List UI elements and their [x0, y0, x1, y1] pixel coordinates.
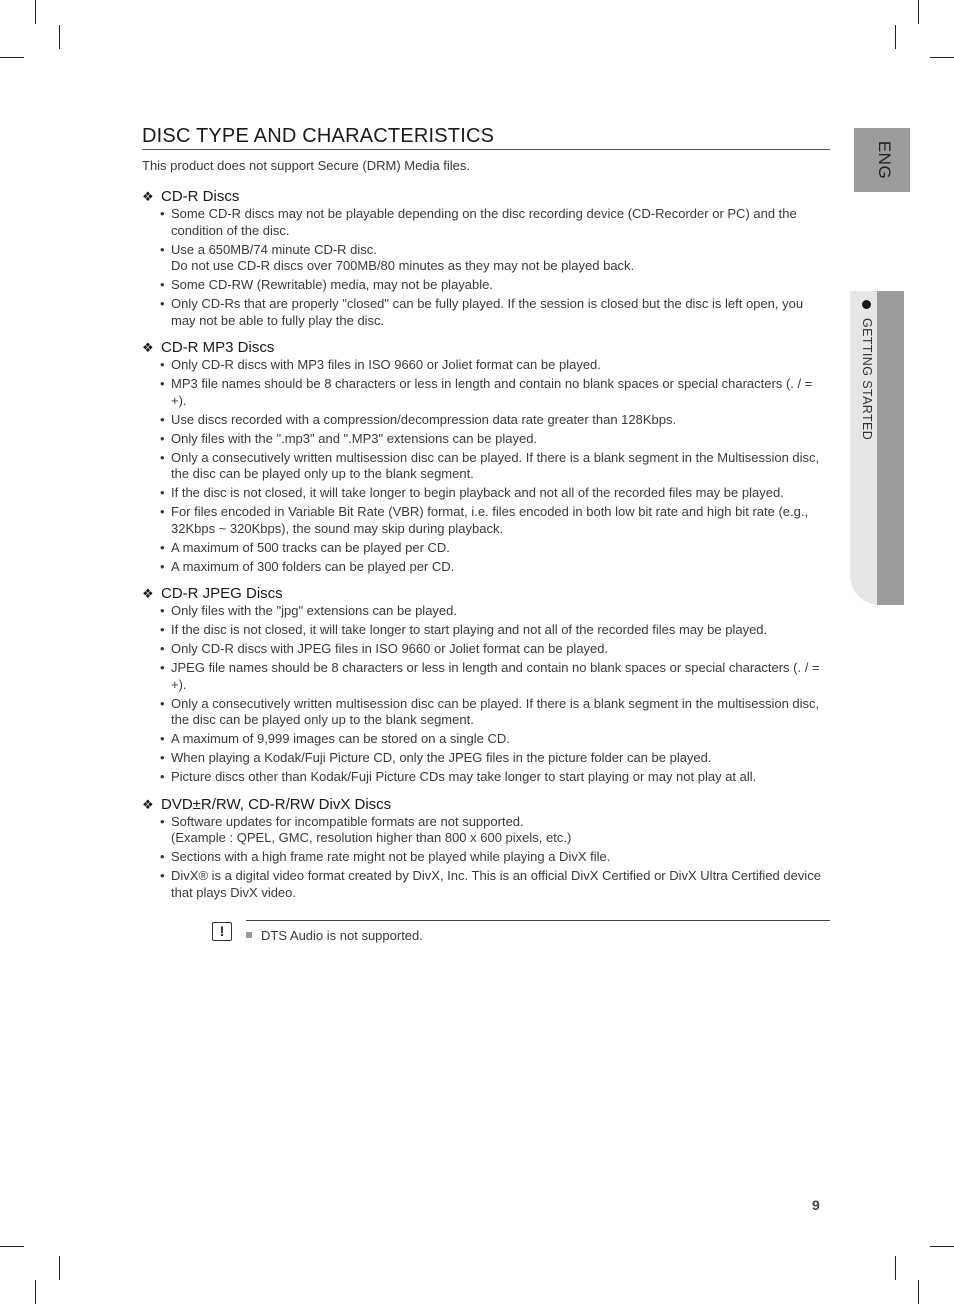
page-number: 9: [812, 1197, 820, 1213]
crop-mark: [895, 25, 896, 49]
crop-mark: [930, 57, 954, 58]
list-item-text: Only CD-R discs with MP3 files in ISO 9660 or Joliet format can be played.: [171, 357, 601, 372]
list-item-text: DivX® is a digital video format created by DivX, Inc. This is an official DivX Certified or DivX Ultra Certified device that plays DivX video.: [171, 868, 821, 900]
list-item: [160, 376, 830, 409]
bullet-list: [142, 206, 830, 329]
bullet-dot-icon: •: [160, 430, 165, 446]
bullet-dot-icon: •: [160, 485, 165, 500]
section-heading-text: DVD±R/RW, CD-R/RW DivX Discs: [161, 795, 392, 813]
crop-mark: [59, 25, 60, 49]
list-item: [160, 206, 830, 239]
crop-mark: [918, 1280, 919, 1304]
list-item-text: When playing a Kodak/Fuji Picture CD, only the JPEG files in the picture folder can be played.: [171, 750, 712, 765]
list-item-text: Only a consecutively written multisession disc can be played. If there is a blank segment in the multisession disc, the disc can be played only up to the blank segment.: [171, 695, 820, 727]
list-item: [160, 296, 830, 329]
main-content: [142, 124, 830, 911]
bullet-dot-icon: •: [160, 849, 165, 864]
list-item: [160, 485, 830, 502]
bullet-list: [142, 603, 830, 786]
crop-mark: [35, 0, 36, 24]
list-item: [160, 769, 830, 786]
section-tab-label: GETTING STARTED: [860, 318, 874, 441]
list-item: [160, 814, 830, 847]
section-heading: [142, 339, 830, 356]
disc-section: [142, 339, 830, 575]
list-item-text: If the disc is not closed, it will take longer to begin playback and not all of the recorded files may be played.: [171, 485, 784, 500]
list-item-text: Only files with the ".mp3" and ".MP3" extensions can be played.: [171, 430, 538, 446]
list-item-text: MP3 file names should be 8 characters or less in length and contain no blank spaces or special characters (. / = +).: [171, 376, 813, 408]
language-tab-label: ENG: [875, 140, 894, 180]
bullet-dot-icon: •: [160, 603, 165, 618]
section-heading-text: CD-R Discs: [161, 188, 240, 205]
list-item-text: JPEG file names should be 8 characters or less in length and contain no blank spaces or special characters (. / = +).: [171, 660, 820, 692]
list-item: [160, 504, 830, 537]
bullet-dot-icon: •: [160, 558, 165, 574]
disc-section: [142, 188, 830, 329]
bullet-dot-icon: •: [160, 660, 165, 675]
bullet-dot-icon: •: [160, 750, 165, 765]
crop-mark: [59, 1256, 60, 1280]
intro-text: This product does not support Secure (DRM) Media files.: [142, 158, 471, 173]
bullet-dot-icon: •: [160, 868, 165, 883]
list-item: [160, 431, 830, 448]
bullet-dot-icon: •: [160, 411, 165, 427]
bullet-list: [142, 814, 830, 902]
list-item: [160, 868, 830, 901]
bullet-dot-icon: •: [160, 641, 165, 656]
section-heading: [142, 796, 830, 813]
list-item: [160, 540, 830, 557]
list-item-text: Use discs recorded with a compression/decompression data rate greater than 128Kbps.: [171, 411, 677, 427]
list-item: [160, 731, 830, 748]
bullet-dot-icon: •: [160, 769, 165, 784]
note: [246, 928, 423, 944]
square-bullet-icon: [246, 932, 252, 938]
section-tab: [862, 300, 876, 460]
bullet-dot-icon: •: [160, 277, 165, 292]
list-item-text: Picture discs other than Kodak/Fuji Picture CDs may take longer to start playing or may not play at all.: [171, 769, 757, 784]
list-item-text: Software updates for incompatible formats are not supported. (Example : QPEL, GMC, resolution higher than 800 x 600 pixels, etc.): [171, 813, 572, 845]
page-title: DISC TYPE AND CHARACTERISTICS: [142, 124, 830, 150]
bullet-dot-icon: •: [160, 449, 165, 465]
section-tab-bullet-icon: [862, 300, 871, 309]
list-item-text: If the disc is not closed, it will take longer to start playing and not all of the recorded files may be played.: [171, 622, 768, 637]
crop-mark: [35, 1280, 36, 1304]
list-item-text: Only files with the "jpg" extensions can be played.: [171, 603, 457, 618]
bullet-dot-icon: •: [160, 695, 165, 711]
list-item-text: Sections with a high frame rate might not be played while playing a DivX file.: [171, 849, 611, 864]
exclamation-note-icon: !: [212, 922, 232, 941]
list-item: [160, 357, 830, 374]
list-item: [160, 603, 830, 620]
list-item-text: Only CD-R discs with JPEG files in ISO 9660 or Joliet format can be played.: [171, 641, 609, 656]
list-item-text: Only CD-Rs that are properly "closed" can be fully played. If the session is closed but the disc is left open, you may not be able to fully play the disc.: [171, 296, 804, 328]
list-item-text: Some CD-R discs may not be playable depending on the disc recording device (CD-Recorder or PC) and the condition of the disc.: [171, 206, 797, 238]
crop-mark: [918, 0, 919, 24]
language-tab: [854, 128, 910, 192]
diamond-bullet-icon: ❖: [142, 189, 154, 204]
section-tab-bar: [877, 291, 904, 605]
list-item: [160, 641, 830, 658]
note-divider: [246, 920, 830, 921]
crop-mark: [0, 1246, 24, 1247]
diamond-bullet-icon: ❖: [142, 340, 154, 355]
disc-section: [142, 585, 830, 786]
list-item-text: A maximum of 9,999 images can be stored on a single CD.: [171, 731, 510, 746]
bullet-dot-icon: •: [160, 731, 165, 746]
list-item: [160, 849, 830, 866]
list-item-text: For files encoded in Variable Bit Rate (VBR) format, i.e. files encoded in both low bit rate and high bit rate (e.g., 32Kbps ~ 320Kbps), the sound may skip during playback.: [171, 504, 809, 536]
section-heading-text: CD-R MP3 Discs: [161, 339, 275, 356]
diamond-bullet-icon: ❖: [142, 586, 154, 601]
sections-container: [142, 188, 830, 901]
bullet-dot-icon: •: [160, 539, 165, 555]
crop-mark: [895, 1256, 896, 1280]
list-item-text: A maximum of 500 tracks can be played per CD.: [171, 539, 450, 555]
disc-section: [142, 796, 830, 902]
list-item: [160, 696, 830, 729]
list-item: [160, 277, 830, 294]
bullet-dot-icon: •: [160, 622, 165, 637]
bullet-dot-icon: •: [160, 813, 165, 829]
bullet-dot-icon: •: [160, 241, 165, 257]
bullet-dot-icon: •: [160, 296, 165, 311]
bullet-dot-icon: •: [160, 206, 165, 221]
list-item: [160, 450, 830, 483]
bullet-dot-icon: •: [160, 357, 165, 372]
crop-mark: [930, 1246, 954, 1247]
list-item: [160, 750, 830, 767]
crop-mark: [0, 57, 24, 58]
diamond-bullet-icon: ❖: [142, 796, 154, 812]
list-item-text: Only a consecutively written multisession disc can be played. If there is a blank segment in the Multisession disc, the disc can be played only up to the blank segment.: [171, 449, 820, 481]
list-item-text: A maximum of 300 folders can be played per CD.: [171, 558, 455, 574]
bullet-list: [142, 357, 830, 575]
list-item-text: Use a 650MB/74 minute CD-R disc. Do not use CD-R discs over 700MB/80 minutes as they may not be played back.: [171, 241, 635, 273]
list-item: [160, 622, 830, 639]
bullet-dot-icon: •: [160, 376, 165, 391]
list-item-text: Some CD-RW (Rewritable) media, may not be playable.: [171, 277, 493, 292]
section-heading: [142, 188, 830, 205]
list-item: [160, 412, 830, 429]
list-item: [160, 242, 830, 275]
section-heading-text: CD-R JPEG Discs: [161, 585, 283, 602]
list-item: [160, 660, 830, 693]
bullet-dot-icon: •: [160, 504, 165, 519]
note-text: DTS Audio is not supported.: [261, 928, 423, 943]
list-item: [160, 559, 830, 576]
section-heading: [142, 585, 830, 602]
